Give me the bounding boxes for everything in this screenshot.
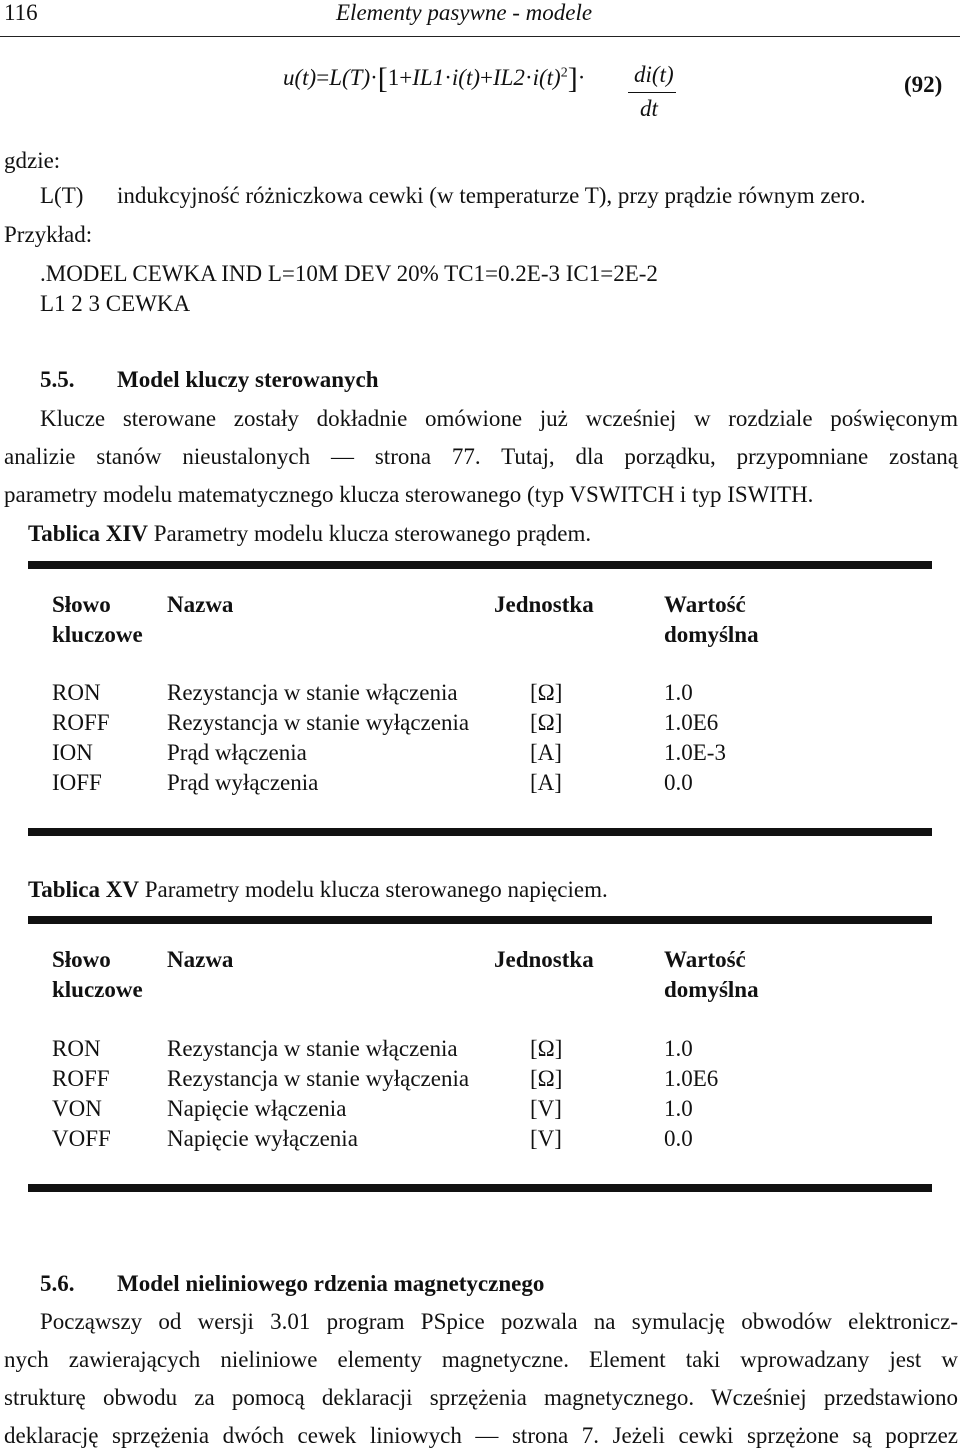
definition-text: indukcyjność różniczkowa cewki (w temperaturze T), przy prądzie równym zero.	[117, 183, 866, 208]
cell-keyword: RON	[52, 1036, 101, 1061]
table-top-rule	[28, 561, 932, 569]
header-keyword: kluczowe	[52, 977, 143, 1002]
where-label: gdzie:	[4, 148, 61, 173]
header-keyword: Słowo	[52, 947, 111, 972]
cell-value: 1.0	[664, 1036, 693, 1061]
section-title: Model nieliniowego rdzenia magnetycznego	[117, 1271, 545, 1296]
cell-value: 1.0	[664, 680, 693, 705]
cell-keyword: ROFF	[52, 1066, 110, 1091]
header-unit: Jednostka	[494, 592, 594, 617]
cell-unit: [Ω]	[530, 1036, 563, 1061]
cell-value: 1.0	[664, 1096, 693, 1121]
table-caption: Tablica XV Parametry modelu klucza sterowanego napięciem.	[28, 877, 608, 902]
table-caption: Tablica XIV Parametry modelu klucza sterowanego prądem.	[28, 521, 592, 546]
cell-unit: [V]	[530, 1096, 562, 1121]
cell-name: Rezystancja w stanie wyłączenia	[167, 710, 470, 735]
cell-keyword: VON	[52, 1096, 102, 1121]
equation: $u(t)=L(T)\cdot[1+IL1\cdot i(t)+IL2\cdot i(t)^2]\cdot$	[283, 62, 586, 95]
paragraph-line: nych zawierających nieliniowe elementy magnetyczne. Element taki wprowadzany jest w	[4, 1347, 958, 1372]
cell-value: 1.0E-3	[664, 740, 726, 765]
cell-unit: [Ω]	[530, 1066, 563, 1091]
paragraph-line: Klucze sterowane zostały dokładnie omówione już wcześniej w rozdziale poświęconym	[40, 406, 958, 431]
running-header: Elementy pasywne - modele	[336, 0, 593, 25]
cell-keyword: RON	[52, 680, 101, 705]
fraction-denominator: dt	[640, 96, 658, 121]
paragraph-line: strukturę obwodu za pomocą deklaracji sprzężenia magnetycznego. Wcześniej przedstawiono	[4, 1385, 958, 1410]
definition-symbol: L(T)	[40, 183, 84, 208]
paragraph-line: parametry modelu matematycznego klucza sterowanego (typ VSWITCH i typ ISWITH.	[4, 482, 814, 507]
cell-name: Rezystancja w stanie wyłączenia	[167, 1066, 470, 1091]
paragraph-line: analizie stanów nieustalonych — strona 77. Tutaj, dla porządku, przypomniane zostaną	[4, 444, 958, 469]
cell-name: Prąd włączenia	[167, 740, 307, 765]
cell-value: 1.0E6	[664, 1066, 719, 1091]
cell-keyword: VOFF	[52, 1126, 111, 1151]
cell-value: 1.0E6	[664, 710, 719, 735]
paragraph	[4, 1303, 958, 1455]
cell-name: Rezystancja w stanie włączenia	[167, 680, 458, 705]
header-unit: Jednostka	[494, 947, 594, 972]
paragraph-line: deklarację sprzężenia dwóch cewek liniowych — strona 7. Jeżeli cewki sprzężone są poprzez	[4, 1423, 958, 1448]
header-keyword: kluczowe	[52, 622, 143, 647]
code-line: L1 2 3 CEWKA	[40, 291, 191, 316]
cell-unit: [A]	[530, 770, 562, 795]
cell-name: Prąd wyłączenia	[167, 770, 319, 795]
cell-name: Napięcie wyłączenia	[167, 1126, 358, 1151]
cell-name: Napięcie włączenia	[167, 1096, 347, 1121]
header-value: Wartość	[664, 947, 746, 972]
cell-value: 0.0	[664, 770, 693, 795]
header-value: domyślna	[664, 977, 759, 1002]
header-value: domyślna	[664, 622, 759, 647]
header-rule	[0, 36, 960, 37]
page-number: 116	[4, 0, 38, 25]
fraction-line	[628, 92, 676, 93]
code-line: .MODEL CEWKA IND L=10M DEV 20% TC1=0.2E-3 IC1=2E-2	[40, 261, 658, 286]
cell-keyword: IOFF	[52, 770, 102, 795]
table-top-rule	[28, 916, 932, 924]
header-name: Nazwa	[167, 947, 234, 972]
header-keyword: Słowo	[52, 592, 111, 617]
fraction-numerator: di(t)	[634, 62, 674, 87]
table-bottom-rule	[28, 1184, 932, 1192]
section-number: 5.5.	[40, 367, 75, 392]
equation-number: (92)	[904, 72, 943, 97]
cell-unit: [A]	[530, 740, 562, 765]
section-number: 5.6.	[40, 1271, 75, 1296]
header-name: Nazwa	[167, 592, 234, 617]
cell-name: Rezystancja w stanie włączenia	[167, 1036, 458, 1061]
paragraph-line: Począwszy od wersji 3.01 program PSpice pozwala na symulację obwodów elektronicz-	[40, 1309, 958, 1334]
cell-unit: [V]	[530, 1126, 562, 1151]
cell-keyword: ROFF	[52, 710, 110, 735]
section-title: Model kluczy sterowanych	[117, 367, 379, 392]
table-bottom-rule	[28, 828, 932, 836]
cell-value: 0.0	[664, 1126, 693, 1151]
paragraph	[4, 400, 958, 514]
header-value: Wartość	[664, 592, 746, 617]
cell-keyword: ION	[52, 740, 93, 765]
cell-unit: [Ω]	[530, 710, 563, 735]
cell-unit: [Ω]	[530, 680, 563, 705]
example-label: Przykład:	[4, 222, 93, 247]
